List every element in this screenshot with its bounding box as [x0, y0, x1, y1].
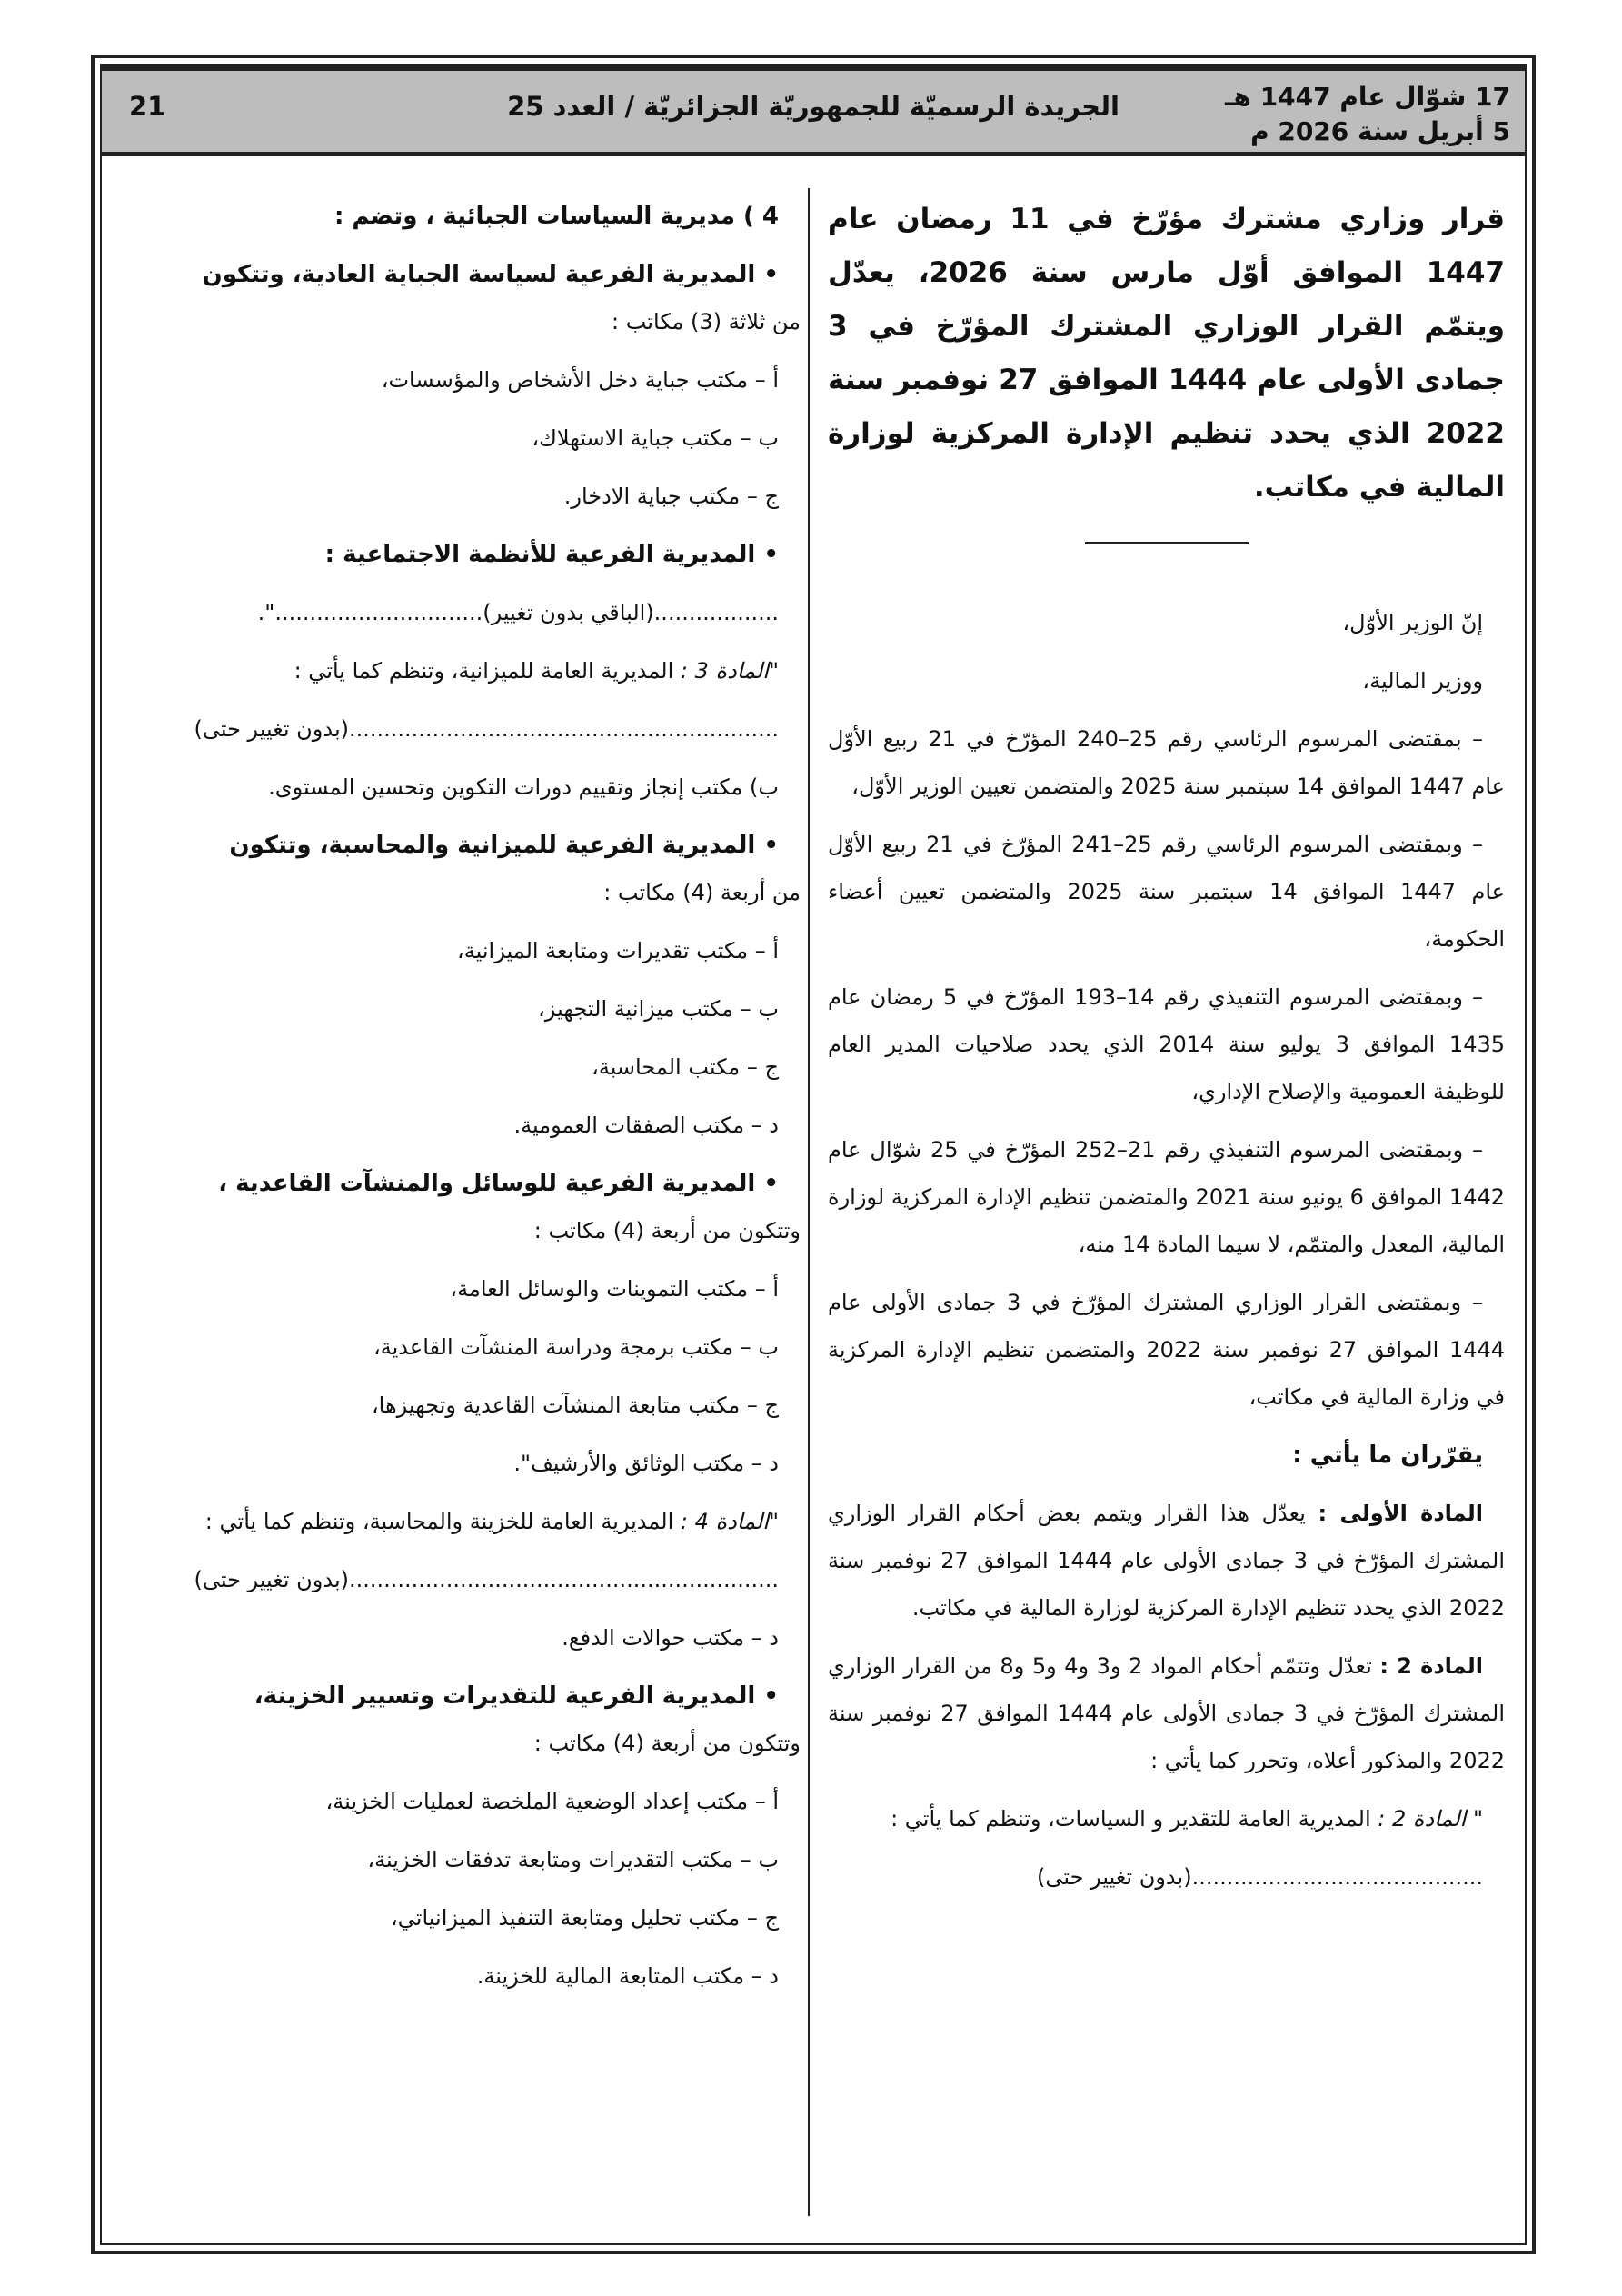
decree-title [828, 193, 1505, 514]
paragraph-text: • المديرية الفرعية للميزانية والمحاسبة، وتتكون [229, 832, 779, 859]
paragraph [828, 821, 1505, 963]
paragraph-text: د – مكتب حوالات الدفع. [562, 1625, 779, 1651]
paragraph [828, 973, 1505, 1115]
paragraph [828, 1279, 1505, 1421]
paragraph-text: د – مكتب المتابعة المالية للخزينة. [476, 1963, 779, 1989]
list-item [124, 1323, 801, 1371]
list-item [124, 1382, 801, 1429]
paragraph-continuation: وتتكون من أربعة (4) مكاتب : [533, 1218, 801, 1243]
paragraph-text: إنّ الوزير الأوّل، [1342, 610, 1483, 635]
list-item [124, 1894, 801, 1942]
paragraph-text: ب – مكتب برمجة ودراسة المنشآت القاعدية، [373, 1334, 779, 1360]
paragraph-continuation: من ثلاثة (3) مكاتب : [612, 309, 801, 334]
paragraph-text: أ – مكتب جباية دخل الأشخاص والمؤسسات، [381, 367, 779, 393]
paragraph-text: ج – مكتب المحاسبة، [592, 1054, 779, 1080]
list-item [124, 1614, 801, 1662]
paragraph-text: – وبمقتضى المرسوم التنفيذي رقم 14–193 المؤرّخ في 5 رمضان عام 1435 الموافق 3 يوليو سنة 2014 الذي يحدد صلاحيات المدير العام للوظيفة العمومية والإصلاح الإداري، [828, 984, 1505, 1104]
paragraph-text: ب – مكتب ميزانية التجهيز، [538, 996, 779, 1022]
paragraph-text: ب) مكتب إنجاز وتقييم دورات التكوين وتحسين المستوى. [268, 774, 779, 800]
paragraph-text: قرار وزاري مشترك مؤرّخ في 11 رمضان عام 1447 الموافق أوّل مارس سنة 2026، يعدّل ويتمّم القرار الوزاري المشترك المؤرّخ في 3 جمادى الأولى عام 1444 الموافق 27 نوفمبر سنة 2022 الذي يحدد تنظيم الإدارة المركزية لوزارة المالية في مكاتب. [828, 203, 1506, 504]
list-item [124, 1102, 801, 1149]
paragraph-text: ج – مكتب متابعة المنشآت القاعدية وتجهيزها، [371, 1393, 779, 1418]
header-date-gregorian: 5 أبريل سنة 2026 م [1250, 116, 1510, 146]
header-date-hijri: 17 شوّال عام 1447 هـ [1224, 82, 1510, 112]
section-heading [124, 822, 801, 916]
paragraph-text: • المديرية الفرعية لسياسة الجباية العادية، وتتكون [202, 261, 779, 288]
paragraph-text: – وبمقتضى المرسوم التنفيذي رقم 21–252 المؤرّخ في 25 شوّال عام 1442 الموافق 6 يونيو سنة 2021 والمتضمن تنظيم الإدارة المركزية لوزارة المالية، المعدل والمتمّم، لا سيما المادة 14 منه، [828, 1137, 1505, 1257]
paragraph-text: يعدّل هذا القرار ويتمم بعض أحكام القرار الوزاري المشترك المؤرّخ في 3 جمادى الأولى عام 1444 الموافق 27 نوفمبر سنة 2022 الذي يحدد تنظيم الإدارة المركزية لوزارة المالية في مكاتب. [828, 1501, 1506, 1621]
list-item [124, 1265, 801, 1313]
page-frame [91, 55, 1536, 2254]
paragraph-text: ..........................................(بدون تغيير حتى) [1037, 1864, 1483, 1890]
section-heading [124, 1160, 801, 1254]
paragraph [828, 715, 1505, 810]
section-heading [124, 251, 801, 345]
paragraph-text: تعدّل وتتمّم أحكام المواد 2 و3 و4 و5 و8 من القرار الوزاري المشترك المؤرّخ في 3 جمادى الأولى عام 1444 الموافق 27 نوفمبر سنة 2022 والمذكور أعلاه، وتحرر كما يأتي : [828, 1653, 1506, 1773]
article-label: " المادة 2 : [1378, 1806, 1483, 1832]
paragraph [124, 1498, 801, 1545]
paragraph-text: أ – مكتب إعداد الوضعية الملخصة لعمليات الخزينة، [325, 1789, 779, 1814]
gazette-header [102, 65, 1525, 156]
paragraph-text: – وبمقتضى القرار الوزاري المشترك المؤرّخ في 3 جمادى الأولى عام 1444 الموافق 27 نوفمبر سنة 2022 والمتضمن تنظيم الإدارة المركزية في وزارة المالية في مكاتب، [828, 1290, 1506, 1410]
paragraph [124, 589, 801, 636]
paragraph [828, 657, 1505, 704]
right-column [828, 193, 1505, 1912]
article-label: "المادة 3 : [680, 658, 779, 684]
paragraph-text: أ – مكتب التموينات والوسائل العامة، [450, 1276, 779, 1302]
list-item [124, 414, 801, 462]
paragraph-text: د – مكتب الوثائق والأرشيف". [513, 1451, 779, 1476]
paragraph-text: ب – مكتب جباية الاستهلاك، [532, 425, 779, 451]
list-item [124, 356, 801, 404]
paragraph-text: ج – مكتب جباية الادخار. [563, 484, 779, 509]
paragraph [828, 599, 1505, 646]
paragraph-text: • المديرية الفرعية للتقديرات وتسيير الخزينة، [254, 1682, 779, 1710]
article-label: المادة 2 : [1379, 1653, 1483, 1679]
paragraph [124, 764, 801, 811]
paragraph-text: ووزير المالية، [1362, 668, 1483, 694]
paragraph-text: المديرية العامة للتقدير و السياسات، وتنظم كما يأتي : [891, 1806, 1378, 1832]
paragraph-text: – وبمقتضى المرسوم الرئاسي رقم 25–241 المؤرّخ في 21 ربيع الأوّل عام 1447 الموافق 14 سبتمبر سنة 2025 والمتضمن تعيين أعضاء الحكومة، [828, 832, 1505, 952]
page-inner-frame [100, 64, 1527, 2245]
header-title: الجريدة الرسميّة للجمهوريّة الجزائريّة / العدد 25 [507, 91, 1119, 122]
paragraph-text: – بمقتضى المرسوم الرئاسي رقم 25–240 المؤرّخ في 21 ربيع الأوّل عام 1447 الموافق 14 سبتمبر سنة 2025 والمتضمن تعيين الوزير الأوّل، [828, 726, 1505, 799]
paragraph-continuation: وتتكون من أربعة (4) مكاتب : [533, 1731, 801, 1756]
paragraph [828, 1490, 1505, 1632]
paragraph-text: • المديرية الفرعية للوسائل والمنشآت القاعدية ، [218, 1170, 779, 1197]
paragraph-text: يقرّران ما يأتي : [1292, 1442, 1483, 1469]
section-heading [124, 193, 801, 240]
article-label: "المادة 4 : [680, 1509, 779, 1534]
paragraph [828, 1853, 1505, 1901]
paragraph-text: المديرية العامة للخزينة والمحاسبة، وتنظم كما يأتي : [204, 1509, 681, 1534]
page-number: 21 [129, 91, 166, 122]
article-label: المادة الأولى : [1318, 1501, 1483, 1526]
paragraph-text: ..............................................................(بدون تغيير حتى) [194, 1567, 779, 1592]
paragraph-text: ..............................................................(بدون تغيير حتى) [194, 716, 779, 742]
section-heading [828, 1432, 1505, 1479]
paragraph [828, 1642, 1505, 1784]
paragraph-continuation: من أربعة (4) مكاتب : [603, 880, 801, 905]
column-divider [808, 188, 810, 2216]
paragraph-text: ج – مكتب تحليل ومتابعة التنفيذ الميزانياتي، [391, 1905, 779, 1931]
paragraph-text: المديرية العامة للميزانية، وتنظم كما يأتي : [294, 658, 681, 684]
paragraph-text: 4 ) مديرية السياسات الجبائية ، وتضم : [333, 203, 779, 230]
paragraph-text: • المديرية الفرعية للأنظمة الاجتماعية : [324, 541, 779, 568]
list-item [124, 927, 801, 974]
title-separator [1085, 542, 1249, 544]
list-item [124, 1440, 801, 1487]
list-item [124, 985, 801, 1033]
paragraph-text: ب – مكتب التقديرات ومتابعة تدفقات الخزينة، [367, 1847, 779, 1872]
paragraph [124, 647, 801, 694]
paragraph [828, 1126, 1505, 1268]
list-item [124, 1778, 801, 1825]
list-item [124, 1836, 801, 1883]
list-item [124, 1952, 801, 2000]
paragraph [828, 1795, 1505, 1842]
paragraph [124, 705, 801, 753]
section-heading [124, 531, 801, 578]
paragraph-text: د – مكتب الصفقات العمومية. [513, 1113, 779, 1138]
left-column [124, 193, 801, 2011]
list-item [124, 1043, 801, 1091]
paragraph-text: أ – مكتب تقديرات ومتابعة الميزانية، [457, 938, 779, 963]
list-item [124, 473, 801, 520]
paragraph [124, 1556, 801, 1603]
paragraph-text: ..................(الباقي بدون تغيير)..............................". [257, 600, 779, 625]
section-heading [124, 1672, 801, 1767]
